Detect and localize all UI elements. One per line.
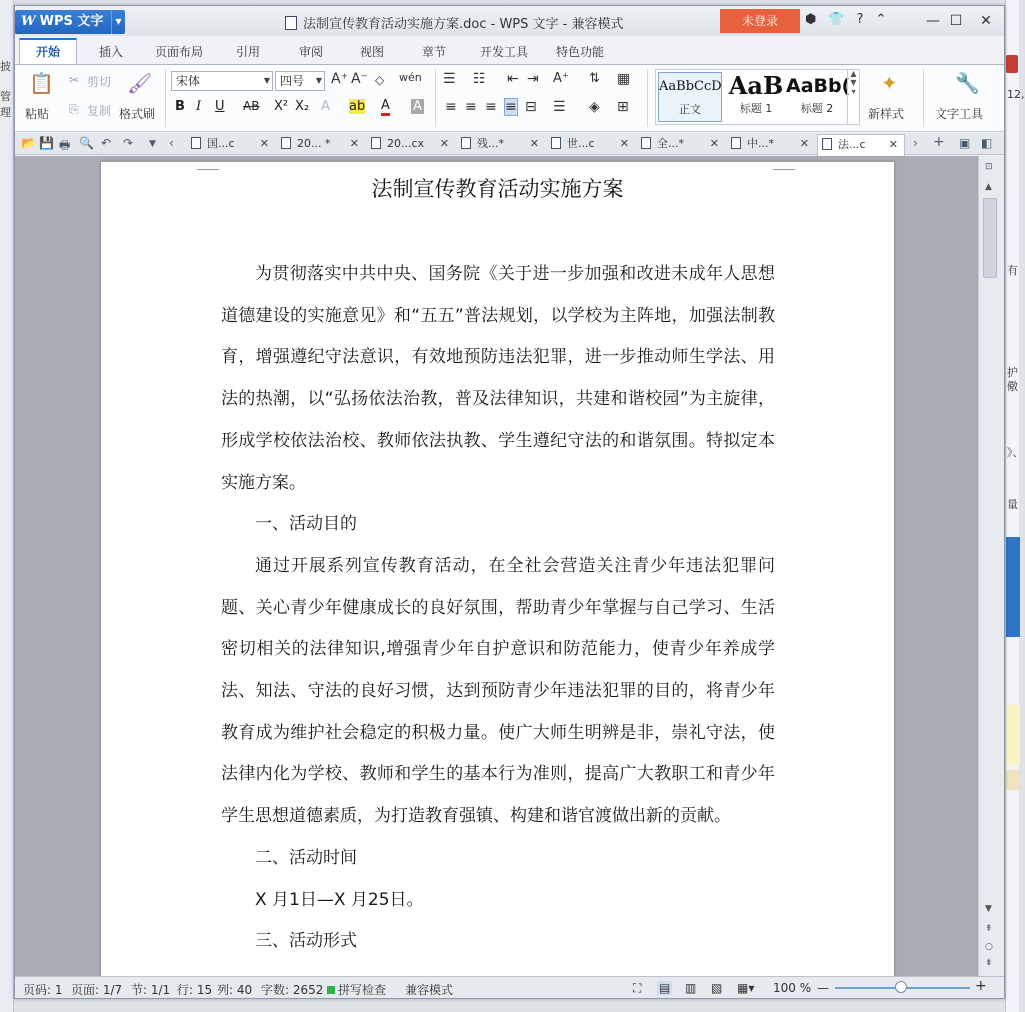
close-icon[interactable]: ✕ <box>709 137 719 150</box>
desktop-text: 有 <box>1007 264 1018 277</box>
collapse-ribbon-icon[interactable]: ⌃ <box>875 12 887 27</box>
desktop-text: 12, <box>1007 88 1025 101</box>
tab-developer[interactable]: 开发工具 <box>480 45 529 59</box>
tab-chapter[interactable]: 章节 <box>422 45 447 59</box>
scroll-thumb[interactable] <box>983 198 997 278</box>
clear-format-icon[interactable]: ◇ <box>375 73 385 87</box>
doc-tab-label: 中...* <box>747 137 774 150</box>
tab-list-icon[interactable]: ▣ <box>959 136 971 150</box>
decrease-indent-icon[interactable]: ⇤ <box>507 71 519 87</box>
split-view-icon[interactable]: ⊡ <box>985 162 993 172</box>
desktop-text: 儆 <box>1007 380 1018 393</box>
heading-form: 三、活动形式 <box>255 931 357 952</box>
title-bar <box>15 6 1004 36</box>
align-center-icon[interactable]: ≡ <box>465 99 477 115</box>
align-left-icon[interactable]: ≡ <box>445 99 457 115</box>
shirt-icon[interactable]: 👕 <box>828 12 845 27</box>
paste-button[interactable]: 粘贴 <box>25 107 50 121</box>
text-direction-icon[interactable]: A⁺ <box>553 71 569 86</box>
status-row: 行: 15 <box>177 983 213 997</box>
close-icon[interactable]: ✕ <box>349 137 359 150</box>
doc-tab-label: 世...c <box>567 137 595 150</box>
justify-icon[interactable]: ≡ <box>505 99 517 115</box>
subscript-icon[interactable]: X₂ <box>295 99 310 114</box>
doc-tab[interactable] <box>547 134 635 154</box>
document-title: 法制宣传教育活动实施方案 <box>371 177 624 201</box>
desktop-text: 》、 <box>1007 446 1024 459</box>
desktop-text: 量 <box>1007 498 1018 511</box>
chevron-down-icon[interactable]: ▼ <box>111 10 125 34</box>
chevron-down-icon: ▼ <box>315 76 322 85</box>
doc-tab-label: 全...* <box>657 137 684 150</box>
zoom-out-icon[interactable]: — <box>817 981 829 995</box>
tab-special[interactable]: 特色功能 <box>556 45 605 59</box>
doc-tab[interactable] <box>367 134 455 154</box>
desktop-text: 披 <box>0 60 11 73</box>
font-color-icon[interactable]: A <box>381 99 390 116</box>
format-painter-icon[interactable]: 🖌 <box>127 71 153 95</box>
superscript-icon[interactable]: X² <box>274 99 289 114</box>
window-title <box>285 13 623 32</box>
cut-button[interactable]: 剪切 <box>87 75 112 89</box>
desktop-note <box>1006 770 1020 790</box>
status-page-code: 页码: 1 <box>23 983 63 997</box>
page-view-icon[interactable]: ▤ <box>659 981 671 995</box>
doc-tab-label: 20...cx <box>387 137 425 150</box>
ribbon-tabs <box>15 38 1004 64</box>
paragraph: 为贯彻落实中共中央、国务院《关于进一步加强和改进未成年人思想道德建设的实施意见》和“五五”普法规划，以学校为主阵地，加强法制教育，增强遵纪守法意识，有效地预防违法犯罪，进一步推动师生学法、用法的热潮，以“弘扬依法治教，普及法律知识，共建和谐校园”为主旋律，形成学校依法治校、教师依法执教、学生遵纪守法的和谐氛围。特拟定本实施方案。 <box>221 264 775 493</box>
quick-access-menu-icon[interactable]: ▼ <box>149 139 156 149</box>
desktop-text: 管理 <box>0 90 11 119</box>
document-canvas[interactable] <box>15 156 978 976</box>
text-tools-button[interactable]: 文字工具 <box>935 107 984 121</box>
doc-tab-label: 法...c <box>838 138 866 151</box>
shading-icon[interactable]: ◈ <box>589 99 600 115</box>
spell-check-toggle[interactable] <box>327 981 386 998</box>
doc-tab-label: 国...c <box>207 137 235 150</box>
doc-tab[interactable] <box>457 134 545 154</box>
tab-page-layout[interactable]: 页面布局 <box>155 45 204 59</box>
ribbon-separator <box>165 69 166 127</box>
save-icon[interactable]: 💾 <box>39 136 54 150</box>
close-icon[interactable]: ✕ <box>439 137 449 150</box>
close-icon[interactable]: ✕ <box>529 137 539 150</box>
close-icon[interactable]: ✕ <box>619 137 629 150</box>
wps-logo-icon: W <box>21 14 36 29</box>
style-sample: AaB <box>728 71 784 100</box>
numbering-icon[interactable]: ☷ <box>473 71 486 87</box>
desktop-right-strip <box>1005 0 1025 1012</box>
spell-check-label: 拼写检查 <box>338 983 387 997</box>
sort-icon[interactable]: ⇅ <box>589 71 600 86</box>
line-spacing-icon[interactable]: ☰ <box>553 99 566 115</box>
heading-time: 二、活动时间 <box>255 847 357 868</box>
status-compat-mode: 兼容模式 <box>405 983 454 997</box>
document-icon <box>731 137 741 149</box>
scroll-down-icon[interactable]: ▼ <box>985 904 992 914</box>
doc-tab-active[interactable] <box>817 134 905 156</box>
close-icon[interactable]: ✕ <box>259 137 269 150</box>
spell-check-status-icon <box>327 986 335 994</box>
page-corner-mark <box>197 162 219 170</box>
font-name-value: 宋体 <box>176 74 201 88</box>
font-name-select[interactable] <box>171 71 273 91</box>
format-painter-button[interactable]: 格式刷 <box>119 107 156 121</box>
document-icon <box>822 138 832 150</box>
skin-icon[interactable]: ⬢ <box>805 12 817 27</box>
document-tab-strip <box>15 133 1004 155</box>
ribbon-home <box>15 64 1004 132</box>
new-style-icon[interactable]: ✦ <box>881 71 898 95</box>
style-sample: AaBbCcD <box>659 79 722 94</box>
paste-icon[interactable]: 📋 <box>29 71 54 95</box>
document-icon <box>461 137 471 149</box>
close-button[interactable]: ✕ <box>980 13 992 29</box>
style-heading-1[interactable] <box>724 72 788 122</box>
grow-font-icon[interactable]: A⁺ <box>331 71 348 87</box>
window-title-text: 法制宣传教育活动实施方案.doc - WPS 文字 - 兼容模式 <box>303 17 624 32</box>
copy-icon[interactable]: ⎘ <box>69 102 79 116</box>
style-gallery-scroll[interactable]: ▲ ▼ ▾ <box>847 69 859 125</box>
copy-button[interactable]: 复制 <box>87 104 112 118</box>
style-heading-2[interactable] <box>786 72 851 122</box>
bold-icon[interactable]: B <box>175 99 185 114</box>
heading-purpose: 一、活动目的 <box>255 514 357 535</box>
table-icon[interactable]: ▦ <box>617 71 631 87</box>
outline-view-icon[interactable]: ▥ <box>685 981 697 995</box>
document-body <box>221 254 775 963</box>
desktop-app-icon <box>1006 55 1018 73</box>
app-name: WPS 文字 <box>39 14 104 29</box>
login-button[interactable]: 未登录 <box>720 9 800 33</box>
tabs-left-icon[interactable]: ‹ <box>169 136 174 150</box>
tab-view[interactable]: 视图 <box>360 45 385 59</box>
doc-tab[interactable] <box>727 134 815 154</box>
fullscreen-icon[interactable]: ⛶ <box>633 981 642 995</box>
style-normal[interactable] <box>658 72 722 122</box>
status-pages: 页面: 1/7 <box>71 983 123 997</box>
undo-icon[interactable]: ↶ <box>101 136 112 150</box>
borders-icon[interactable]: ⊞ <box>617 99 629 115</box>
new-style-button[interactable]: 新样式 <box>868 107 905 121</box>
print-preview-icon[interactable]: 🔍 <box>79 136 94 150</box>
new-tab-icon[interactable]: + <box>933 134 945 150</box>
paragraph: X 月1日—X 月25日。 <box>255 889 424 910</box>
open-icon[interactable]: 📂 <box>21 136 36 150</box>
tabs-right-icon[interactable]: › <box>913 136 918 150</box>
bullets-icon[interactable]: ☰ <box>443 71 456 87</box>
title-tools <box>805 12 886 30</box>
text-effect-icon[interactable]: A <box>321 99 330 114</box>
zoom-slider-knob[interactable] <box>895 981 907 993</box>
tab-review[interactable]: 审阅 <box>299 45 324 59</box>
highlight-icon[interactable]: ab <box>349 99 366 114</box>
browse-object-icon[interactable]: ○ <box>985 942 993 952</box>
align-right-icon[interactable]: ≡ <box>485 99 497 115</box>
increase-indent-icon[interactable]: ⇥ <box>527 71 539 87</box>
next-page-icon[interactable]: ⇟ <box>985 958 993 968</box>
desktop-left-strip <box>0 0 14 1012</box>
style-name: 标题 2 <box>800 102 834 115</box>
font-size-value: 四号 <box>280 74 305 88</box>
font-size-select[interactable] <box>275 71 325 91</box>
help-icon[interactable]: ? <box>856 12 864 27</box>
tab-home[interactable]: 开始 <box>19 38 77 65</box>
print-icon[interactable]: 🖶 <box>59 138 71 152</box>
zoom-in-icon[interactable]: + <box>975 978 987 994</box>
document-icon <box>191 137 201 149</box>
style-gallery <box>655 69 860 125</box>
paragraph: 通过开展系列宣传教育活动，在全社会营造关注青少年违法犯罪问题、关心青少年健康成长的良好氛围，帮助青少年掌握与自己学习、生活密切相关的法律知识,增强青少年自护意识和防范能力，使青少年养成学法、知法、守法的良好习惯，达到预防青少年违法犯罪的目的，将青少年教育成为维护社会稳定的积极力量。使广大师生明辨是非，崇礼守法，使法律内化为学校、教师和学生的基本行为准则，提高广大教职工和青少年学生思想道德素质，为打造教育强镇、构建和谐官渡做出新的贡献。 <box>221 555 775 827</box>
redo-icon[interactable]: ↷ <box>123 136 134 150</box>
status-bar <box>15 976 1004 998</box>
status-section: 节: 1/1 <box>131 983 171 997</box>
ribbon-separator <box>435 69 436 127</box>
style-name: 标题 1 <box>739 102 773 115</box>
ribbon-separator <box>923 69 924 127</box>
doc-tab-label: 残...* <box>477 137 504 150</box>
desktop-text: 护 <box>1007 366 1018 379</box>
doc-tab[interactable] <box>187 134 275 154</box>
doc-tab[interactable] <box>277 134 365 154</box>
document-icon <box>281 137 291 149</box>
prev-page-icon[interactable]: ⇞ <box>985 924 993 934</box>
status-word-count[interactable]: 字数: 2652 <box>261 983 324 997</box>
app-menu-button[interactable] <box>15 10 125 34</box>
ribbon-separator <box>647 69 648 127</box>
distributed-icon[interactable]: ⊟ <box>525 99 537 115</box>
strikethrough-icon[interactable]: AB <box>243 99 260 113</box>
doc-tab[interactable] <box>637 134 725 154</box>
document-icon <box>641 137 651 149</box>
cut-icon[interactable]: ✂ <box>69 73 80 87</box>
desktop-note <box>1006 705 1020 765</box>
desktop-panel-handle[interactable] <box>1006 537 1020 637</box>
wrench-icon[interactable]: 🔧 <box>955 71 980 95</box>
doc-tab-label: 20... * <box>297 137 331 150</box>
chevron-down-icon: ▼ <box>263 76 270 85</box>
italic-icon[interactable]: I <box>196 99 202 114</box>
document-icon <box>371 137 381 149</box>
vertical-scrollbar[interactable] <box>978 156 1004 976</box>
maximize-button[interactable]: ☐ <box>949 13 963 29</box>
document-icon <box>285 16 297 30</box>
close-icon[interactable]: ✕ <box>799 137 809 150</box>
web-view-icon[interactable]: ▧ <box>711 981 723 995</box>
char-shading-icon[interactable]: A <box>413 99 422 114</box>
document-page[interactable] <box>101 162 894 992</box>
close-icon[interactable]: ✕ <box>888 138 898 151</box>
style-sample: AaBb( <box>786 75 851 97</box>
minimize-button[interactable]: — <box>926 13 940 29</box>
wps-writer-window <box>14 5 1005 999</box>
underline-icon[interactable]: U <box>215 99 225 114</box>
tab-references[interactable]: 引用 <box>236 45 261 59</box>
style-name: 正文 <box>679 103 701 116</box>
status-col: 列: 40 <box>217 983 253 997</box>
page-corner-mark <box>773 162 795 170</box>
zoom-level[interactable]: 100 % <box>773 981 812 995</box>
document-icon <box>551 137 561 149</box>
tab-menu-icon[interactable]: ◧ <box>981 136 993 150</box>
scroll-up-icon[interactable]: ▲ <box>985 182 992 192</box>
shrink-font-icon[interactable]: A⁻ <box>351 71 368 87</box>
tab-insert[interactable]: 插入 <box>99 45 124 59</box>
reading-view-icon[interactable]: ▦▾ <box>737 981 755 995</box>
phonetic-guide-icon[interactable]: wén <box>399 71 422 84</box>
